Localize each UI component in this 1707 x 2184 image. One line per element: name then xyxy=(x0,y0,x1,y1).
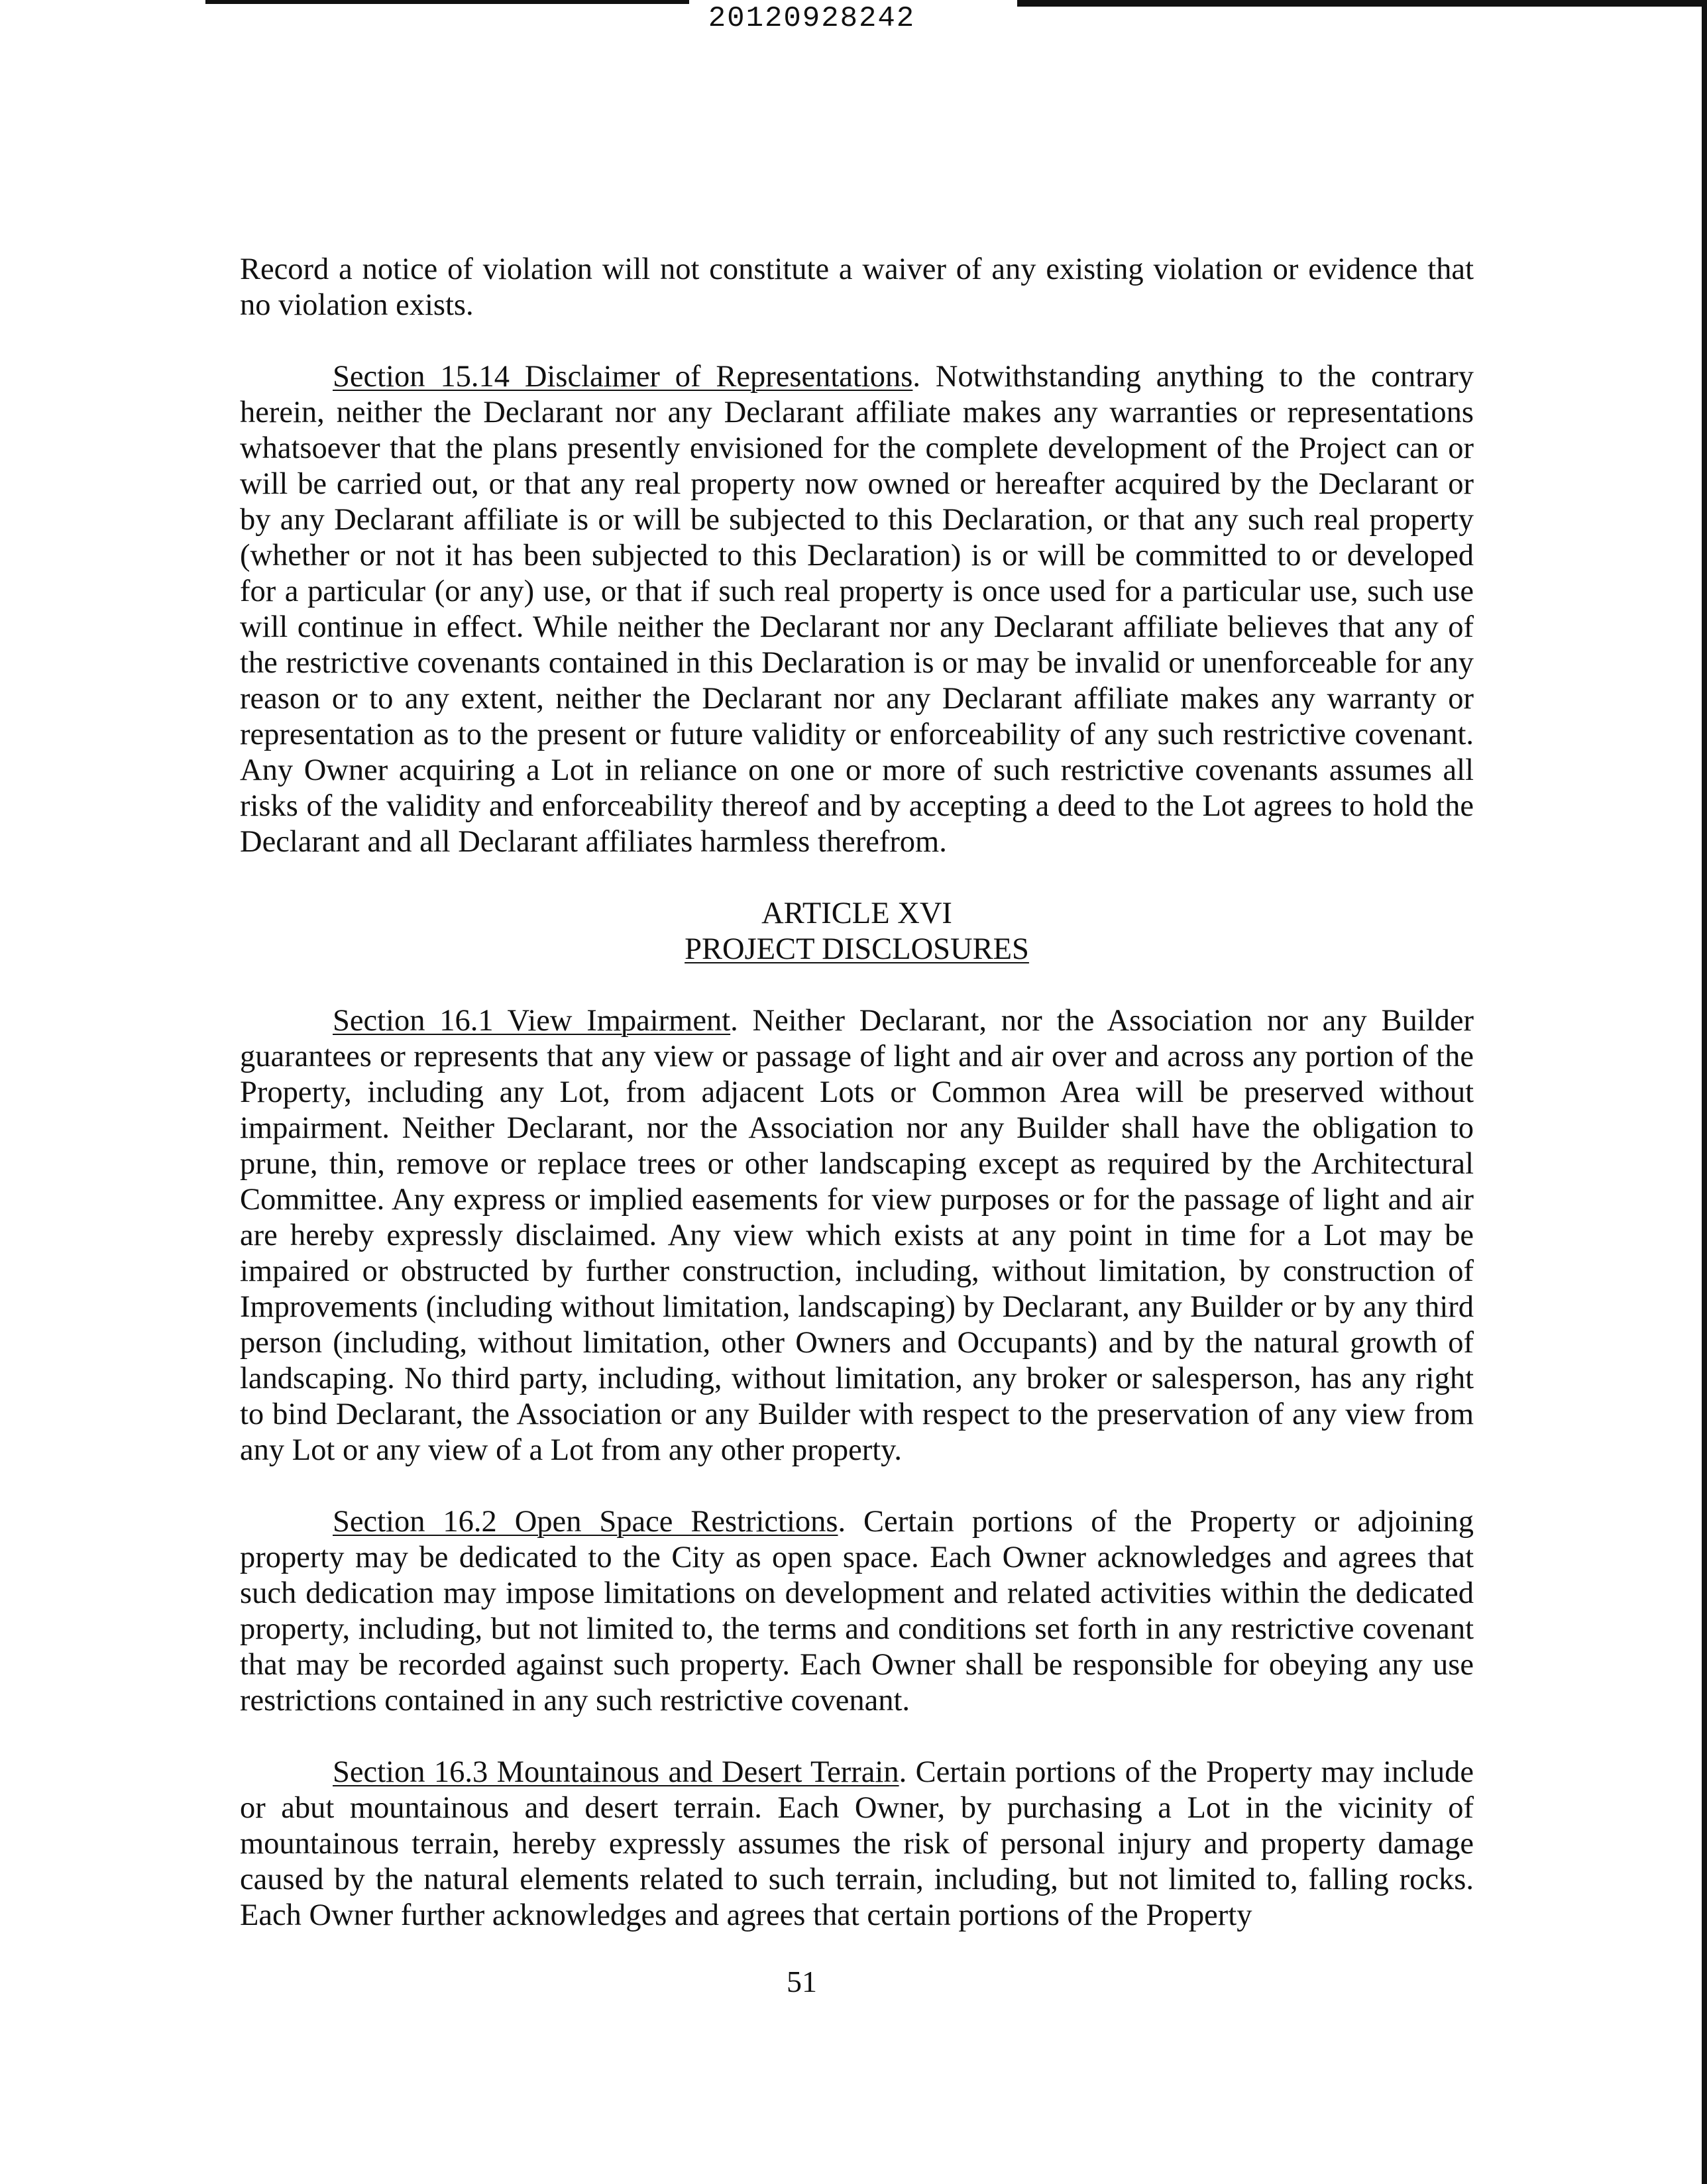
section-16-1-title: Section 16.1 View Impairment xyxy=(333,1004,731,1038)
section-16-2-body: . Certain portions of the Property or adjoining property may be dedicated to the City as open space. Each Owner acknowledges and agrees that such dedication may impose limitations on development and related activities within the dedicated property, including, but not limited to, the terms and conditions set forth in any restrictive covenant that may be recorded against such property. Each Owner shall be responsible for obeying any use restrictions contained in any such restrictive covenant. xyxy=(240,1505,1474,1718)
section-16-2-title: Section 16.2 Open Space Restrictions xyxy=(333,1505,838,1539)
section-15-14 xyxy=(240,359,1474,860)
section-16-1 xyxy=(240,1003,1474,1468)
section-16-1-body: . Neither Declarant, nor the Association nor any Builder guarantees or represents that any view or passage of light and air over and across any portion of the Property, including any Lot, from adjacent Lots or Common Area will be preserved without impairment. Neither Declarant, nor the Association nor any Builder shall have the obligation to prune, thin, remove or replace trees or other landscaping except as required by the Architectural Committee. Any express or implied easements for view purposes or for the passage of light and air are hereby expressly disclaimed. Any view which exists at any point in time for a Lot may be impaired or obstructed by further construction, including, without limitation, by construction of Improvements (including without limitation, landscaping) by Declarant, any Builder or by any third person (including, without limitation, other Owners and Occupants) and by the natural growth of landscaping. No third party, including, without limitation, any broker or salesperson, has any right to bind Declarant, the Association or any Builder with respect to the preservation of any view from any Lot or any view of a Lot from any other property. xyxy=(240,1004,1474,1467)
section-16-2 xyxy=(240,1504,1474,1719)
page-body xyxy=(240,252,1474,1934)
section-16-3-title: Section 16.3 Mountainous and Desert Terrain xyxy=(333,1755,899,1789)
page-number: 51 xyxy=(787,1965,817,1998)
article-title: PROJECT DISCLOSURES xyxy=(685,932,1029,966)
article-heading xyxy=(240,896,1474,967)
article-number: ARTICLE XVI xyxy=(761,897,952,930)
scan-edge-right xyxy=(1702,0,1707,2184)
section-15-14-title: Section 15.14 Disclaimer of Representations xyxy=(333,360,913,394)
document-number: 20120928242 xyxy=(708,2,916,35)
section-16-3-body: . Certain portions of the Property may include or abut mountainous and desert terrain. Each Owner, by purchasing a Lot in the vicinity of mountainous terrain, hereby expressly assumes the risk of personal injury and property damage caused by the natural elements related to such terrain, including, but not limited to, falling rocks. Each Owner further acknowledges and agrees that certain portions of the Property xyxy=(240,1755,1474,1932)
section-16-3 xyxy=(240,1755,1474,1934)
intro-paragraph: Record a notice of violation will not constitute a waiver of any existing violation or evidence that no violation exists. xyxy=(240,252,1474,322)
section-15-14-body: . Notwithstanding anything to the contrary herein, neither the Declarant nor any Declarant affiliate makes any warranties or representations whatsoever that the plans presently envisioned for the complete development of the Project can or will be carried out, or that any real property now owned or hereafter acquired by the Declarant or by any Declarant affiliate is or will be subjected to this Declaration, or that any such real property (whether or not it has been subjected to this Declaration) is or will be committed to or developed for a particular (or any) use, or that if such real property is once used for a particular use, such use will continue in effect. While neither the Declarant nor any Declarant affiliate believes that any of the restrictive covenants contained in this Declaration is or may be invalid or unenforceable for any reason or to any extent, neither the Declarant nor any Declarant affiliate makes any warranty or representation as to the present or future validity or enforceability of any such restrictive covenant. Any Owner acquiring a Lot in reliance on one or more of such restrictive covenants assumes all risks of the validity and enforceability thereof and by accepting a deed to the Lot agrees to hold the Declarant and all Declarant affiliates harmless therefrom. xyxy=(240,360,1474,859)
